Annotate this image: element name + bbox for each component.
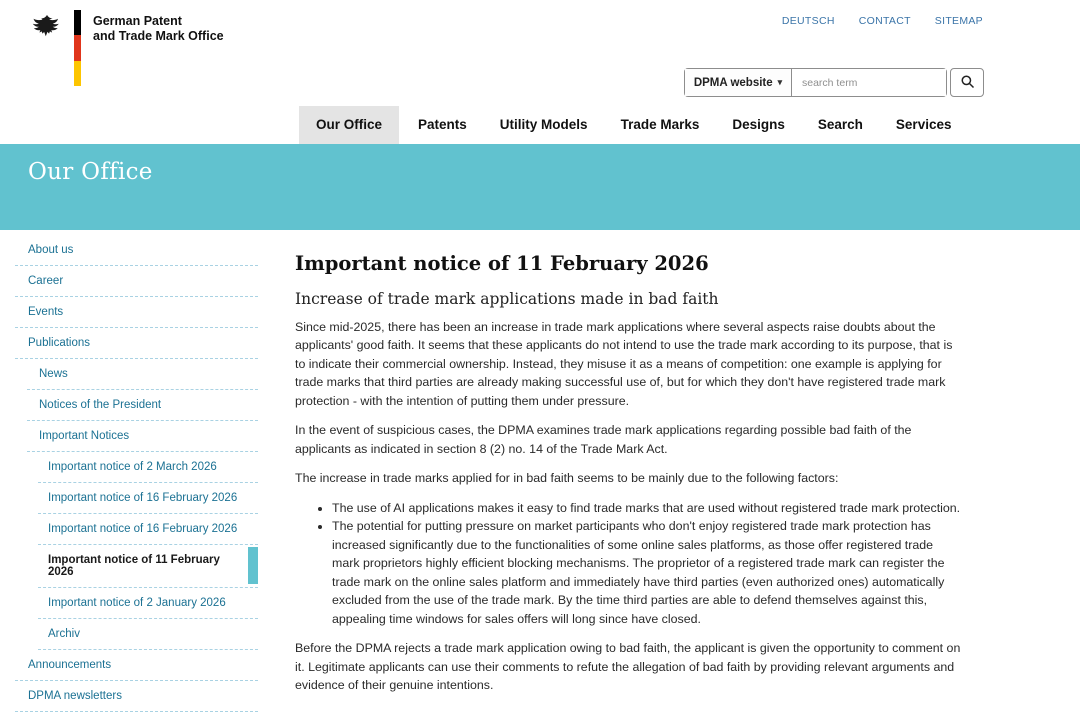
utility-nav [782, 15, 983, 27]
nav-item-our-office[interactable]: Our Office [299, 106, 399, 144]
article-paragraph-2: In the event of suspicious cases, the DPMA examines trade mark applications regarding possible bad faith of the applicants as indicated in section 8 (2) no. 14 of the Trade Mark Act. [295, 423, 912, 456]
sidebar-item-important-notices[interactable] [27, 421, 258, 452]
sidebar-nav [0, 235, 258, 712]
sidebar-item-notice-11-february-2026-current[interactable] [38, 545, 258, 588]
primary-nav [299, 106, 984, 144]
sidebar-item-label[interactable]: Notices of the President [39, 399, 162, 411]
nav-item-utility-models[interactable]: Utility Models [499, 117, 588, 132]
sidebar-list [0, 235, 258, 712]
dpma-logo[interactable] [30, 10, 224, 86]
sidebar-item-archiv[interactable] [38, 619, 258, 650]
sidebar-item-notice-16-february-2026-b[interactable] [38, 514, 258, 545]
search-button[interactable] [950, 68, 984, 97]
sidebar-item-notice-16-february-2026-a[interactable] [38, 483, 258, 514]
sidebar-item-news[interactable] [27, 359, 258, 390]
flag-red-stripe [74, 35, 81, 60]
nav-item-services[interactable]: Services [895, 117, 952, 132]
nav-item-patents[interactable]: Patents [418, 117, 467, 132]
active-item-marker [248, 547, 258, 584]
sidebar-item-label[interactable]: Important Notices [39, 430, 130, 442]
eagle-icon [30, 12, 64, 46]
sidebar-item-label[interactable]: DPMA newsletters [28, 690, 122, 702]
sidebar-item-events[interactable] [15, 297, 258, 328]
sidebar-item-label[interactable]: Publications [28, 337, 91, 349]
sidebar-item-label[interactable]: Important notice of 2 January 2026 [48, 597, 226, 609]
search-scope-dropdown[interactable] [685, 69, 792, 96]
sidebar-item-label[interactable]: About us [28, 244, 74, 256]
search-group [684, 68, 947, 97]
site-search [684, 68, 984, 97]
sidebar-item-label[interactable]: Important notice of 11 February 2026 [48, 554, 220, 578]
sidebar-item-about-us[interactable] [15, 235, 258, 266]
logo-line-1: German Patent [93, 14, 182, 28]
article-subtitle: Increase of trade mark applications made in bad faith [295, 290, 719, 308]
logo-wordmark [93, 14, 224, 44]
contact-link[interactable]: CONTACT [858, 15, 911, 27]
sidebar-item-label[interactable]: Important notice of 16 February 2026 [48, 492, 238, 504]
flag-gold-stripe [74, 61, 81, 86]
sidebar-item-label[interactable]: News [39, 368, 68, 380]
nav-item-trade-marks[interactable]: Trade Marks [620, 117, 700, 132]
content-area [0, 230, 1080, 712]
sidebar-item-label[interactable]: Announcements [28, 659, 112, 671]
page-title: Important notice of 11 February 2026 [295, 252, 709, 275]
sidebar-item-notice-2-january-2026[interactable] [38, 588, 258, 619]
flag-black-stripe [74, 10, 81, 35]
article-paragraph-3: The increase in trade marks applied for in bad faith seems to be mainly due to the following factors: [295, 471, 839, 486]
sidebar-item-publications[interactable] [15, 328, 258, 359]
section-title: Our Office [28, 159, 153, 185]
sitemap-link[interactable]: SITEMAP [934, 15, 983, 27]
sidebar-item-announcements[interactable] [15, 650, 258, 681]
search-icon [960, 74, 975, 92]
sidebar-item-notice-2-march-2026[interactable] [38, 452, 258, 483]
article-closing-paragraph: Before the DPMA rejects a trade mark application owing to bad faith, the applicant is given the opportunity to comment on it. Legitimate applicants can use their comments to refute the allegation of bad faith by providing relevant arguments and evidence of their genuine intentions. [295, 641, 961, 693]
nav-item-designs[interactable]: Designs [732, 117, 785, 132]
search-scope-label: DPMA website [693, 76, 773, 89]
article [295, 235, 961, 712]
sidebar-item-career[interactable] [15, 266, 258, 297]
german-flag-bar [74, 10, 81, 86]
sidebar-item-dpma-newsletters[interactable] [15, 681, 258, 712]
site-header [0, 0, 1080, 144]
sidebar-item-label[interactable]: Events [28, 306, 64, 318]
factor-item-1: • The use of AI applications makes it easy to find trade marks that are used without registered trade mark protection. [332, 499, 961, 517]
sidebar-item-notices-of-the-president[interactable] [27, 390, 258, 421]
sidebar-item-label[interactable]: Important notice of 16 February 2026 [48, 523, 238, 535]
article-paragraph-1: Since mid-2025, there has been an increase in trade mark applications where several aspects raise doubts about the applicants' good faith. It seems that these applicants do not intend to use the trade mark according to its purpose, that is to indicate their commercial ownership. Instead, they misuse it as a means of competition: one example is applying for trade marks that third parties are already making successful use of, but for which they don't have registered trade mark protection - with the intention of putting them under pressure. [295, 320, 953, 408]
sidebar-item-label[interactable]: Archiv [48, 628, 80, 640]
language-link-deutsch[interactable]: DEUTSCH [781, 15, 835, 27]
chevron-down-icon: ▾ [777, 77, 783, 87]
sidebar-item-label[interactable]: Important notice of 2 March 2026 [48, 461, 217, 473]
sidebar-item-label[interactable]: Career [28, 275, 64, 287]
logo-line-2: and Trade Mark Office [93, 29, 224, 43]
section-banner [0, 144, 1080, 230]
factors-list [295, 499, 961, 628]
factor-item-2: • The potential for putting pressure on market participants who don't enjoy registered trade mark protection has increased significantly due to the functionalities of some online sales platforms, as those offer registered trade mark proprietors highly efficient blocking mechanisms. The proprietor of a registered trade mark can register the trade mark on the online sales platform and immediately have third parties (even authorized ones) automatically excluded from the use of the trade mark. By the time third parties are able to defend themselves against this, appealing time windows for sales offers will long since have closed. [332, 517, 961, 628]
search-input[interactable] [792, 69, 946, 96]
nav-item-search[interactable]: Search [817, 117, 863, 132]
